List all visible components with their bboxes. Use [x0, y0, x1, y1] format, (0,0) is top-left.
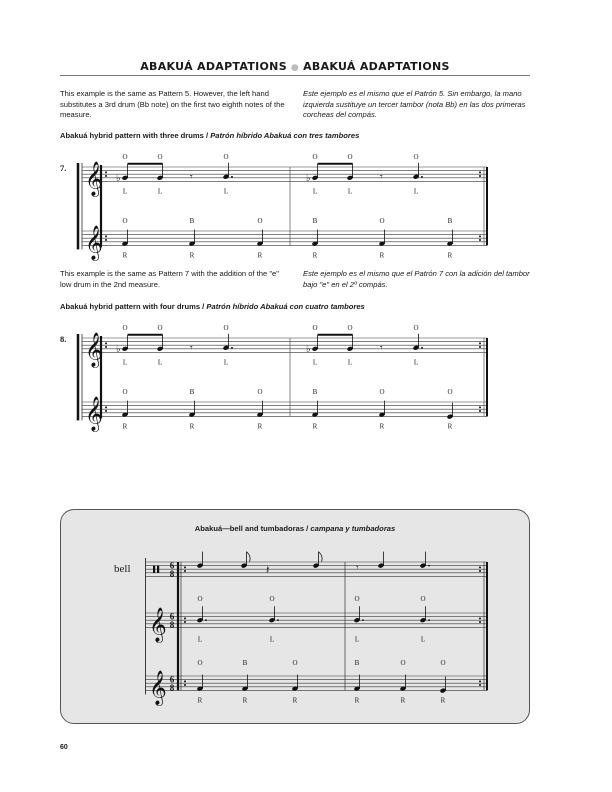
sticking-below: R	[257, 251, 263, 260]
mid-dotted-quarter-dot	[205, 619, 207, 621]
sticking-below: R	[447, 422, 453, 431]
sticking-below: R	[189, 422, 195, 431]
time-signature-bottom: 8	[169, 619, 175, 630]
header-separator-icon: ●	[290, 63, 300, 73]
boxed-title-es: campana y tumbadoras	[310, 524, 396, 533]
system-bracket	[145, 558, 146, 694]
start-repeat-dot	[184, 617, 186, 619]
ex8-description-en: This example is the same as Pattern 7 with the addition of the "e" low drum in the 2nd measure.	[60, 269, 279, 289]
sticking-below: R	[354, 696, 360, 705]
sticking-below: L	[347, 187, 353, 196]
sticking-above: B	[189, 388, 195, 396]
sticking-below: R	[197, 696, 203, 705]
header-title-en: ABAKUÁ ADAPTATIONS	[140, 60, 287, 73]
eighth-flag	[247, 552, 251, 562]
sticking-above: O	[257, 217, 263, 225]
start-repeat-dot	[184, 684, 186, 686]
sticking-below: R	[122, 251, 128, 260]
mid-dotted-quarter-dot	[428, 619, 430, 621]
flat-icon: ♭	[306, 172, 311, 184]
eighth-rest-icon: 𝄾	[190, 171, 193, 183]
sticking-above: O	[379, 217, 385, 225]
sticking-above: O	[312, 153, 318, 161]
sticking-below: L	[157, 187, 163, 196]
sticking-below: L	[312, 187, 318, 196]
ex7-description-es: Este ejemplo es el mismo que el Patrón 5. Sin embargo, la mano izquierda sustituye un tercer tambor (nota Bb) en las dos primeras corcheas del compás.	[303, 89, 526, 119]
sticking-below: L	[354, 635, 360, 644]
time-signature-top: 6	[169, 674, 175, 685]
ex8-caption-es: Patrón híbrido Abakuá con cuatro tambores	[206, 302, 365, 311]
treble-clef-icon: 𝄞	[85, 333, 103, 367]
start-repeat-dot	[184, 566, 186, 568]
sticking-below: R	[440, 696, 446, 705]
sticking-above: O	[223, 153, 229, 161]
sticking-above: O	[257, 388, 263, 396]
bell-label: bell	[114, 563, 131, 575]
sticking-below: L	[312, 358, 318, 367]
sticking-below: R	[242, 696, 248, 705]
time-signature-top: 6	[169, 611, 175, 622]
percussion-clef-icon	[157, 566, 159, 573]
sticking-below: L	[223, 187, 229, 196]
start-repeat-dot	[184, 570, 186, 572]
sticking-above: O	[122, 324, 128, 332]
end-repeat-dot	[479, 680, 481, 682]
eighth-rest-icon: 𝄾	[380, 342, 383, 354]
eighth-rest-icon: 𝄾	[356, 562, 359, 574]
sticking-below: R	[189, 251, 195, 260]
sticking-above: B	[354, 659, 360, 667]
sticking-above: O	[157, 324, 163, 332]
flat-icon: ♭	[116, 172, 121, 184]
sticking-below: L	[413, 187, 419, 196]
eighth-rest-icon: 𝄾	[380, 171, 383, 183]
time-signature-bottom: 8	[169, 568, 175, 579]
ex7-caption-en: Abakuá hybrid pattern with three drums /	[60, 131, 211, 140]
sticking-above: O	[347, 153, 353, 161]
sticking-below: L	[269, 635, 275, 644]
sticking-above: O	[379, 388, 385, 396]
end-repeat-dot	[479, 566, 481, 568]
flat-icon: ♭	[116, 343, 121, 355]
sticking-below: L	[197, 635, 203, 644]
sticking-above: O	[420, 595, 426, 603]
sticking-below: R	[400, 696, 406, 705]
sticking-above: B	[189, 217, 195, 225]
treble-clef-icon: 𝄞	[85, 226, 103, 260]
treble-clef-icon: 𝄞	[149, 671, 167, 705]
sticking-below: R	[312, 251, 318, 260]
quarter-rest-icon: 𝄽	[266, 564, 270, 577]
sticking-above: O	[347, 324, 353, 332]
page-number: 60	[60, 744, 68, 751]
bell-dotted-quarter-dot	[428, 565, 430, 567]
ex7-number: 7.	[60, 163, 67, 173]
ex7-description-en: This example is the same as Pattern 5. However, the left hand substitutes a 3rd drum (Bb note) on the first two eighth notes of the measure.	[60, 89, 285, 119]
sticking-below: L	[347, 358, 353, 367]
sticking-below: L	[122, 358, 128, 367]
start-repeat-dot	[184, 621, 186, 623]
sticking-above: B	[312, 388, 318, 396]
sticking-above: O	[354, 595, 360, 603]
treble-clef-icon: 𝄞	[85, 397, 103, 431]
sticking-above: O	[413, 153, 419, 161]
ex8-caption-en: Abakuá hybrid pattern with four drums /	[60, 302, 207, 311]
sticking-above: O	[447, 388, 453, 396]
mid-dotted-quarter-dot	[362, 619, 364, 621]
sticking-below: R	[312, 422, 318, 431]
eighth-rest-icon: 𝄾	[190, 342, 193, 354]
time-signature-bottom: 8	[169, 682, 175, 693]
sticking-below: L	[223, 358, 229, 367]
sticking-above: O	[122, 388, 128, 396]
sticking-above: O	[440, 659, 446, 667]
eighth-flag	[319, 552, 323, 562]
sticking-above: O	[400, 659, 406, 667]
sticking-above: O	[292, 659, 298, 667]
sticking-above: B	[312, 217, 318, 225]
sticking-below: R	[292, 696, 298, 705]
time-signature-top: 6	[169, 560, 175, 571]
sticking-above: B	[447, 217, 453, 225]
sticking-below: L	[122, 187, 128, 196]
end-repeat-dot	[479, 570, 481, 572]
sticking-above: O	[122, 153, 128, 161]
sticking-above: O	[197, 595, 203, 603]
mid-dotted-quarter-dot	[277, 619, 279, 621]
end-repeat-dot	[479, 617, 481, 619]
sticking-below: R	[379, 422, 385, 431]
sticking-below: L	[157, 358, 163, 367]
sticking-above: O	[122, 217, 128, 225]
end-repeat-dot	[479, 684, 481, 686]
treble-clef-icon: 𝄞	[85, 162, 103, 196]
ex7-caption-es: Patrón híbrido Abakuá con tres tambores	[210, 131, 360, 140]
sticking-above: O	[413, 324, 419, 332]
ex8-description-es: Este ejemplo es el mismo que el Patrón 7 con la adición del tambor bajo "e" en el 2º compás.	[303, 269, 530, 289]
sticking-below: L	[420, 635, 426, 644]
sticking-below: R	[447, 251, 453, 260]
end-repeat-dot	[479, 621, 481, 623]
sticking-above: O	[269, 595, 275, 603]
sticking-above: O	[157, 153, 163, 161]
sticking-above: B	[242, 659, 248, 667]
percussion-clef-icon	[153, 566, 155, 573]
boxed-title-en: Abakuá—bell and tumbadoras /	[194, 524, 311, 533]
treble-clef-icon: 𝄞	[149, 608, 167, 642]
ex8-number: 8.	[60, 334, 67, 344]
header-title-es: ABAKUÁ ADAPTATIONS	[303, 60, 450, 73]
sticking-below: R	[122, 422, 128, 431]
sticking-below: R	[379, 251, 385, 260]
flat-icon: ♭	[306, 343, 311, 355]
sticking-below: R	[257, 422, 263, 431]
start-repeat-dot	[184, 680, 186, 682]
sticking-above: O	[197, 659, 203, 667]
sticking-above: O	[223, 324, 229, 332]
sticking-below: L	[413, 358, 419, 367]
sticking-above: O	[312, 324, 318, 332]
